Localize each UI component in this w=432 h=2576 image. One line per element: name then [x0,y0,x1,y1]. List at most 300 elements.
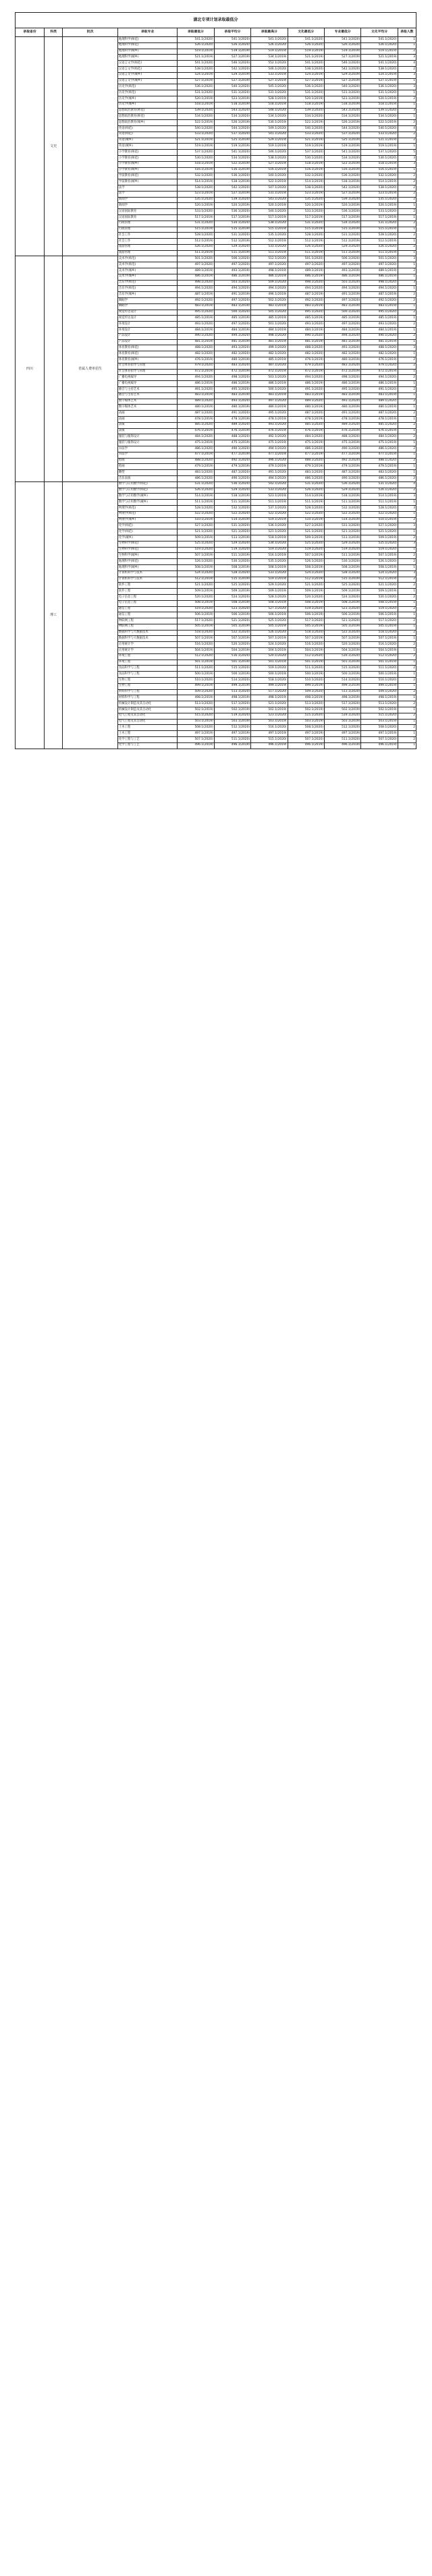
score-cell: 512.1(2019) [251,239,288,245]
score-cell: 540.1(2020) [214,84,250,90]
count-cell: 2 [398,666,416,672]
column-header: 录取平均分 [214,28,250,37]
major-cell: 生物工程 [117,678,177,684]
score-cell: 480.1(2019) [361,405,398,411]
count-cell: 1 [398,440,416,446]
column-header: 批次 [63,28,118,37]
score-cell: 521.1(2020) [288,583,324,589]
score-cell: 507.1(2019) [251,636,288,642]
score-cell: 504.1(2019) [324,648,360,654]
score-cell: 520.1(2019) [178,203,214,209]
major-cell: 舞蹈学 [117,298,177,304]
score-cell: 503.1(2019) [324,719,360,725]
score-cell: 514.1(2020) [214,678,250,684]
major-cell: 视觉传达设计 [117,310,177,316]
score-cell: 548.1(2020) [251,108,288,114]
score-cell: 534.1(2020) [214,155,250,161]
score-cell: 496.1(2019) [251,742,288,749]
score-cell: 518.1(2020) [288,630,324,636]
score-cell: 496.1(2019) [361,742,398,749]
score-cell: 475.1(2019) [251,440,288,446]
score-cell: 504.1(2019) [214,648,250,654]
score-cell: 487.1(2019) [178,292,214,298]
score-cell: 531.1(2020) [178,481,214,488]
score-cell: 541.1(2020) [288,61,324,67]
score-cell: 517.1(2019) [361,214,398,221]
score-cell: 534.1(2020) [178,114,214,120]
score-cell: 491.1(2020) [251,470,288,476]
score-cell: 500.1(2019) [361,672,398,678]
count-cell: 2 [398,268,416,274]
score-cell: 534.1(2020) [214,114,250,120]
score-cell: 536.1(2020) [214,209,250,215]
score-cell: 512.1(2020) [178,653,214,660]
major-cell: 电子信息工程 [117,600,177,606]
score-cell: 472.1(2019) [214,369,250,375]
score-cell: 538.1(2020) [178,185,214,191]
province-cell: 四川 [16,256,45,481]
score-cell: 524.1(2020) [288,570,324,577]
major-cell: 思想政治教育(师范) [117,108,177,114]
major-cell: 体育教育(师范) [117,351,177,357]
score-cell: 541.1(2020) [361,37,398,43]
score-cell: 530.1(2020) [361,155,398,161]
count-cell: 2 [398,678,416,684]
score-cell: 480.1(2019) [324,357,360,363]
major-cell: 产品设计 [117,333,177,339]
score-cell: 475.1(2019) [361,440,398,446]
count-cell: 1 [398,239,416,245]
score-cell: 526.1(2020) [288,559,324,565]
score-cell: 518.1(2019) [251,102,288,108]
score-cell: 497.1(2019) [288,731,324,737]
score-cell: 531.1(2020) [288,221,324,227]
major-cell: 应用统计学 [117,642,177,648]
score-cell: 543.1(2020) [214,108,250,114]
score-cell: 516.1(2019) [288,167,324,173]
score-cell: 518.1(2019) [178,161,214,167]
score-cell: 483.1(2020) [178,470,214,476]
major-cell: 小学教育(师范) [117,150,177,156]
score-cell: 472.1(2019) [288,369,324,375]
count-cell: 1 [398,405,416,411]
score-cell: 516.1(2019) [251,167,288,173]
score-cell: 509.1(2019) [361,589,398,595]
count-cell: 2 [398,333,416,339]
score-cell: 508.1(2019) [288,564,324,570]
score-cell: 520.1(2020) [361,594,398,600]
score-cell: 495.1(2020) [251,411,288,417]
score-cell: 475.1(2019) [324,440,360,446]
score-cell: 519.1(2019) [214,144,250,150]
score-cell: 497.1(2020) [324,322,360,328]
score-cell: 535.1(2020) [361,197,398,203]
score-cell: 483.1(2019) [214,392,250,399]
score-cell: 478.1(2019) [361,417,398,423]
count-cell: 2 [398,357,416,363]
score-cell: 508.1(2019) [251,564,288,570]
score-cell: 540.1(2020) [288,125,324,131]
score-cell: 517.1(2020) [324,701,360,707]
score-cell: 482.1(2020) [288,351,324,357]
score-cell: 523.1(2019) [361,191,398,197]
score-cell: 509.1(2019) [251,589,288,595]
score-cell: 515.1(2019) [214,577,250,583]
score-cell: 503.1(2019) [251,719,288,725]
score-cell: 534.1(2020) [214,221,250,227]
count-cell: 1 [398,227,416,233]
count-cell: 1 [398,707,416,713]
count-cell: 1 [398,624,416,630]
major-cell: 舞蹈学 [117,303,177,310]
major-cell: 表演 [117,428,177,434]
major-cell: 地理科学(城乡) [117,49,177,55]
score-cell: 512.1(2019) [214,239,250,245]
score-cell: 480.1(2019) [214,357,250,363]
count-cell: 3 [398,280,416,286]
score-cell: 506.1(2019) [361,612,398,618]
major-cell: 广播电视编导 [117,375,177,381]
major-cell: 美术学(师范) [117,262,177,268]
score-cell: 545.1(2020) [251,84,288,90]
score-cell: 483.1(2020) [324,363,360,369]
score-cell: 541.1(2020) [178,37,214,43]
count-cell: 2 [398,411,416,417]
score-cell: 506.1(2019) [324,612,360,618]
score-cell: 542.1(2020) [214,185,250,191]
score-cell: 525.1(2019) [324,138,360,144]
score-cell: 512.1(2019) [361,239,398,245]
score-cell: 538.1(2020) [251,221,288,227]
score-cell: 477.1(2019) [178,452,214,458]
score-cell: 508.1(2019) [178,564,214,570]
score-cell: 511.1(2019) [251,500,288,506]
score-cell: 518.1(2019) [361,161,398,167]
score-cell: 508.1(2019) [324,564,360,570]
score-cell: 501.1(2019) [361,660,398,666]
table-row [16,37,416,43]
score-cell: 482.1(2020) [361,351,398,357]
score-cell: 516.1(2020) [324,653,360,660]
count-cell: 1 [398,452,416,458]
score-cell: 532.1(2020) [288,173,324,179]
major-cell: 英语(师范) [117,125,177,131]
score-cell: 489.1(2019) [288,268,324,274]
score-cell: 508.1(2020) [178,725,214,731]
score-cell: 508.1(2019) [251,600,288,606]
score-cell: 501.1(2020) [251,322,288,328]
count-cell: 1 [398,672,416,678]
score-cell: 478.1(2019) [324,417,360,423]
score-cell: 497.1(2019) [324,731,360,737]
count-cell: 1 [398,392,416,399]
score-cell: 489.1(2020) [178,399,214,405]
score-cell: 486.1(2019) [361,381,398,387]
score-cell: 477.1(2019) [251,452,288,458]
score-cell: 527.1(2019) [214,55,250,61]
score-cell: 481.1(2019) [251,339,288,345]
count-cell: 2 [398,713,416,719]
score-cell: 500.1(2019) [251,672,288,678]
score-cell: 505.1(2020) [251,310,288,316]
score-cell: 533.1(2020) [288,209,324,215]
score-cell: 521.1(2020) [214,529,250,535]
score-cell: 486.1(2019) [178,381,214,387]
score-cell: 542.1(2020) [214,66,250,72]
score-cell: 498.1(2019) [251,268,288,274]
score-cell: 519.1(2020) [251,547,288,553]
score-cell: 524.1(2020) [324,594,360,600]
score-cell: 526.1(2020) [178,244,214,250]
score-cell: 528.1(2020) [324,570,360,577]
count-cell: 1 [398,417,416,423]
score-cell: 488.1(2020) [324,434,360,440]
count-cell: 2 [398,725,416,731]
score-cell: 487.1(2020) [361,411,398,417]
score-cell: 488.1(2020) [178,345,214,351]
score-cell: 481.1(2019) [214,339,250,345]
score-cell: 489.1(2019) [178,268,214,274]
score-cell: 505.1(2019) [361,624,398,630]
score-cell: 519.1(2019) [178,49,214,55]
score-cell: 482.1(2020) [324,351,360,357]
score-cell: 482.1(2020) [251,351,288,357]
column-header: 文化最低分 [288,28,324,37]
score-cell: 500.1(2020) [214,310,250,316]
score-cell: 543.1(2020) [324,108,360,114]
score-cell: 529.1(2019) [324,72,360,78]
score-cell: 486.1(2020) [361,446,398,452]
score-cell: 533.1(2020) [361,131,398,138]
score-cell: 528.1(2020) [251,594,288,600]
score-cell: 487.1(2020) [251,363,288,369]
score-cell: 494.1(2020) [214,286,250,292]
score-cell: 513.1(2020) [214,689,250,695]
major-cell: 动画 [117,417,177,423]
score-cell: 494.1(2020) [288,375,324,381]
score-cell: 494.1(2020) [288,286,324,292]
score-cell: 531.1(2020) [214,90,250,96]
score-cell: 531.1(2020) [324,90,360,96]
score-cell: 508.1(2020) [288,725,324,731]
score-cell: 497.1(2019) [361,731,398,737]
count-cell: 1 [398,42,416,49]
score-cell: 511.1(2020) [214,737,250,743]
major-cell: 机械设计制造及其自动化 [117,707,177,713]
score-cell: 506.1(2019) [251,612,288,618]
score-cell: 540.1(2020) [251,209,288,215]
score-cell: 502.1(2019) [251,707,288,713]
score-cell: 514.1(2019) [178,179,214,185]
score-cell: 536.1(2020) [288,84,324,90]
score-cell: 522.1(2020) [214,511,250,517]
header-row [16,28,416,37]
score-cell: 526.1(2020) [251,630,288,636]
count-cell: 1 [398,547,416,553]
count-cell: 1 [398,250,416,256]
major-cell: 数学与应用数学(城乡) [117,494,177,500]
table-row [16,481,416,488]
score-cell: 521.1(2020) [214,618,250,624]
score-cell: 494.1(2020) [324,286,360,292]
score-cell: 497.1(2020) [214,262,250,268]
major-cell: 小学教育(师范) [117,155,177,161]
score-cell: 498.1(2020) [214,375,250,381]
count-cell: 2 [398,322,416,328]
category-cell [45,256,63,481]
count-cell: 1 [398,203,416,209]
score-cell: 505.1(2019) [324,624,360,630]
count-cell: 1 [398,262,416,268]
score-cell: 479.1(2019) [288,464,324,470]
count-cell: 2 [398,653,416,660]
score-cell: 527.1(2020) [251,606,288,612]
score-cell: 481.1(2019) [178,339,214,345]
score-cell: 503.1(2020) [251,375,288,381]
score-cell: 478.1(2019) [251,417,288,423]
score-cell: 510.1(2019) [178,517,214,523]
score-cell: 519.1(2020) [214,547,250,553]
score-cell: 501.1(2020) [288,256,324,262]
major-cell: 土木工程 [117,731,177,737]
score-cell: 526.1(2020) [361,244,398,250]
score-cell: 532.1(2020) [178,173,214,179]
score-cell: 497.1(2020) [251,399,288,405]
score-cell: 531.1(2020) [361,221,398,227]
score-cell: 484.1(2019) [361,328,398,334]
score-cell: 518.1(2019) [214,179,250,185]
score-cell: 485.1(2019) [324,316,360,322]
score-cell: 501.1(2019) [251,660,288,666]
count-cell: 1 [398,470,416,476]
score-cell: 523.1(2020) [214,606,250,612]
major-cell: 数字媒体艺术 [117,399,177,405]
score-cell: 520.1(2019) [214,203,250,209]
score-cell: 503.1(2019) [361,719,398,725]
score-cell: 515.1(2019) [251,227,288,233]
score-cell: 497.1(2020) [214,298,250,304]
score-cell: 472.1(2019) [178,369,214,375]
score-cell: 512.1(2020) [288,653,324,660]
score-cell: 531.1(2020) [288,481,324,488]
score-cell: 483.1(2019) [214,303,250,310]
column-header: 录取省份 [16,28,45,37]
score-cell: 540.1(2020) [361,125,398,131]
score-cell: 512.1(2020) [324,725,360,731]
score-cell: 507.1(2020) [288,737,324,743]
score-cell: 519.1(2019) [251,49,288,55]
batch-cell: 省属人费单招生 [63,256,118,481]
major-cell: 播音与主持艺术 [117,392,177,399]
score-cell: 512.1(2020) [251,256,288,262]
major-cell: 数学与应用数学(城乡) [117,500,177,506]
score-cell: 515.1(2019) [178,227,214,233]
score-cell: 527.1(2020) [178,523,214,529]
count-cell: 2 [398,120,416,126]
score-cell: 492.1(2020) [214,458,250,464]
score-cell: 506.1(2019) [214,612,250,618]
score-cell: 492.1(2020) [178,298,214,304]
score-cell: 512.1(2019) [178,239,214,245]
score-cell: 523.1(2019) [214,96,250,102]
count-cell: 3 [398,256,416,262]
score-cell: 522.1(2020) [214,630,250,636]
score-cell: 514.1(2019) [178,494,214,500]
score-cell: 526.1(2019) [214,120,250,126]
score-cell: 541.1(2020) [324,37,360,43]
score-cell: 509.1(2019) [178,535,214,541]
score-cell: 520.1(2020) [251,653,288,660]
score-cell: 515.1(2019) [324,577,360,583]
count-cell: 2 [398,298,416,304]
score-cell: 546.1(2020) [324,61,360,67]
score-cell: 538.1(2020) [361,66,398,72]
major-cell: 行政管理 [117,227,177,233]
score-cell: 494.1(2020) [214,333,250,339]
score-cell: 512.1(2019) [288,239,324,245]
score-cell: 507.1(2019) [361,553,398,559]
score-cell: 494.1(2020) [361,286,398,292]
score-cell: 488.1(2020) [361,345,398,351]
score-cell: 527.1(2020) [361,523,398,529]
score-cell: 527.1(2019) [288,78,324,84]
score-cell: 503.1(2019) [178,719,214,725]
count-cell: 2 [398,173,416,179]
score-cell: 497.1(2020) [288,262,324,268]
score-cell: 516.1(2020) [251,725,288,731]
score-cell: 506.1(2020) [214,256,250,262]
score-cell: 501.1(2020) [178,256,214,262]
major-cell: 思想政治教育(师范) [117,114,177,120]
score-cell: 529.1(2020) [214,244,250,250]
count-cell: 2 [398,458,416,464]
score-cell: 534.1(2020) [324,155,360,161]
count-cell: 1 [398,500,416,506]
score-cell: 518.1(2019) [324,179,360,185]
count-cell: 2 [398,197,416,203]
score-cell: 520.1(2019) [324,203,360,209]
score-cell: 507.1(2019) [361,636,398,642]
count-cell: 1 [398,339,416,345]
score-cell: 476.1(2019) [288,357,324,363]
score-cell: 479.1(2019) [324,464,360,470]
count-cell: 1 [398,589,416,595]
score-cell: 521.1(2020) [361,529,398,535]
column-header: 科类 [45,28,63,37]
score-cell: 508.1(2019) [361,564,398,570]
count-cell: 2 [398,517,416,523]
score-cell: 477.1(2019) [361,452,398,458]
score-cell: 494.1(2020) [324,333,360,339]
score-cell: 485.1(2019) [251,357,288,363]
score-cell: 506.1(2019) [288,612,324,618]
major-cell: 书法学 [117,452,177,458]
score-cell: 503.1(2020) [324,280,360,286]
score-cell: 536.1(2020) [178,84,214,90]
score-cell: 510.1(2019) [288,517,324,523]
score-cell: 517.1(2019) [288,214,324,221]
score-cell: 528.1(2020) [214,570,250,577]
score-cell: 472.1(2019) [251,369,288,375]
major-cell: 地理科学(师范) [117,559,177,565]
count-cell: 2 [398,577,416,583]
score-cell: 495.1(2020) [288,310,324,316]
score-cell: 519.1(2020) [214,713,250,719]
score-cell: 496.1(2020) [251,458,288,464]
score-cell: 520.1(2020) [288,594,324,600]
count-cell: 2 [398,630,416,636]
score-cell: 521.1(2019) [361,138,398,144]
